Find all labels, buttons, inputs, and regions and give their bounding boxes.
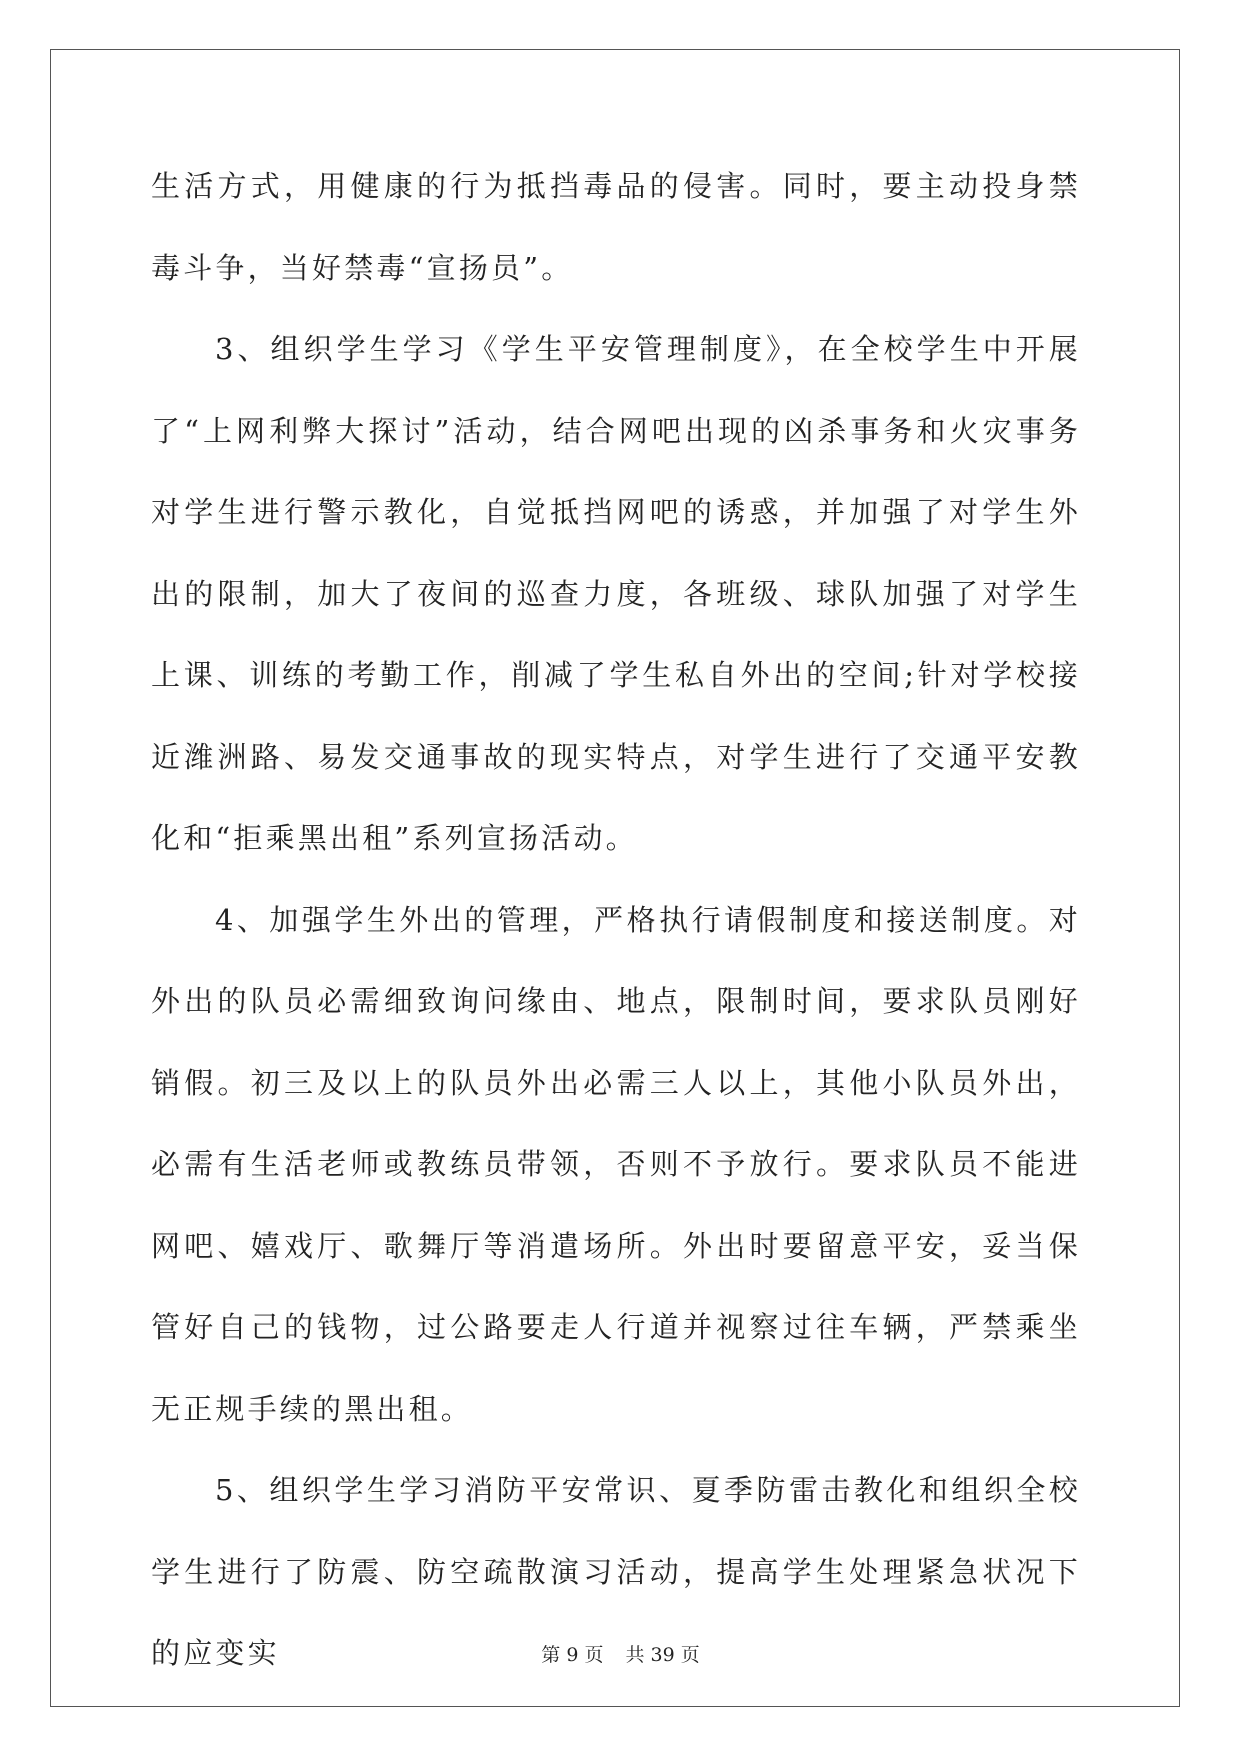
paragraph: 5、组织学生学习消防平安常识、夏季防雷击教化和组织全校学生进行了防震、防空疏散演习活动，提高学生处理紧急状况下的应变实: [151, 1473, 1081, 1670]
paragraph: 4、加强学生外出的管理，严格执行请假制度和接送制度。对外出的队员必需细致询问缘由、地点，限制时间，要求队员刚好销假。初三及以上的队员外出必需三人以上，其他小队员外出，必需有生活老师或教练员带领，否则不予放行。要求队员不能进网吧、嬉戏厅、歌舞厅等消遣场所。外出时要留意平安，妥当保管好自己的钱物，过公路要走人行道并视察过往车辆，严禁乘坐无正规手续的黑出租。: [151, 902, 1081, 1426]
paragraph: 生活方式，用健康的行为抵挡毒品的侵害。同时，要主动投身禁毒斗争，当好禁毒“宣扬员”。: [151, 169, 1081, 285]
page-number: 第 9 页: [541, 1644, 604, 1666]
page-total: 共 39 页: [625, 1644, 700, 1666]
page-footer: [0, 1640, 1241, 1667]
document-body: [151, 146, 1081, 1695]
paragraph: 3、组织学生学习《学生平安管理制度》，在全校学生中开展了“上网利弊大探讨”活动，结合网吧出现的凶杀事务和火灾事务对学生进行警示教化，自觉抵挡网吧的诱惑，并加强了对学生外出的限制，加大了夜间的巡查力度，各班级、球队加强了对学生上课、训练的考勤工作，削减了学生私自外出的空间;针对学校接近潍洲路、易发交通事故的现实特点，对学生进行了交通平安教化和“拒乘黑出租”系列宣扬活动。: [151, 332, 1081, 855]
